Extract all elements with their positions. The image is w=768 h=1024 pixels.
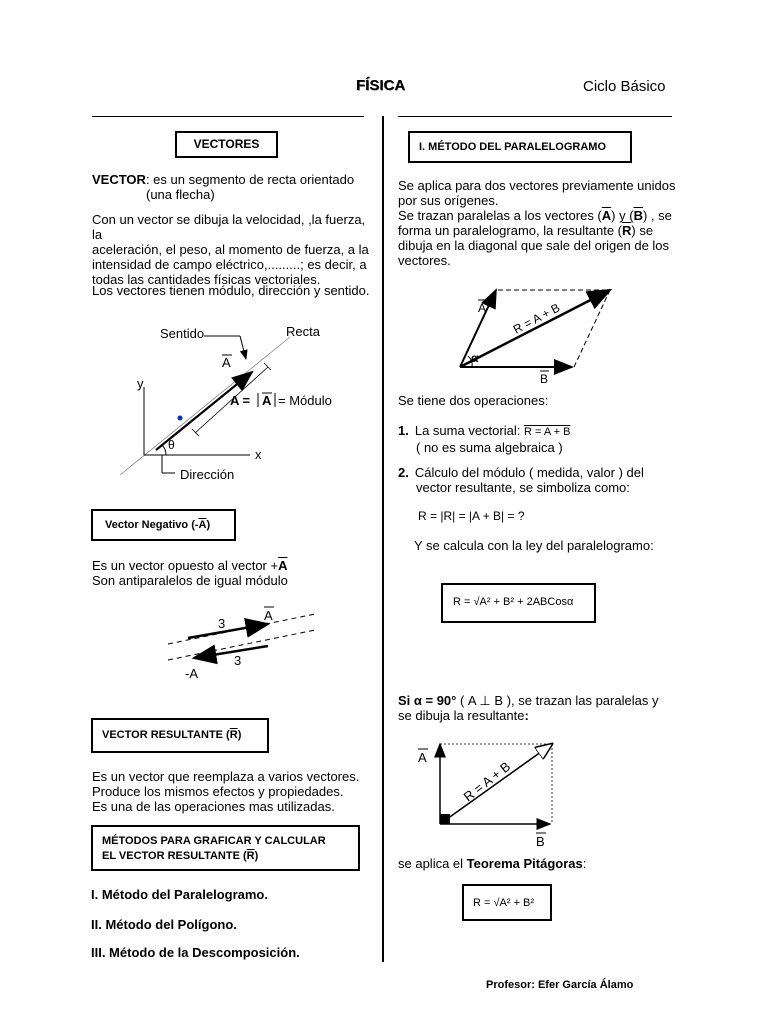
vectores-box (175, 131, 278, 158)
parallelogram-diagram (450, 282, 630, 387)
method-item: I. Método del Paralelogramo. (91, 887, 268, 902)
magnitude-bottom: 3 (234, 653, 242, 668)
si-alpha-text: Si α = 90° ( A ⊥ B ), se trazan las paralelas y se dibuja la resultante: (398, 693, 659, 723)
diagonal-label: R = A + B (460, 758, 514, 805)
column-divider (382, 116, 384, 962)
vector-def-text: : es un segmento de recta orientado (145, 172, 355, 187)
para1-line: aceleración, el peso, al momento de fuerza, a la (92, 242, 369, 257)
resultante-text: Es un vector que reemplaza a varios vectores. Produce los mismos efectos y propiedades. Es una de las operaciones mas utilizadas. (92, 769, 360, 814)
negativo-text: Es un vector opuesto al vector $+\overline{A}$ Son antiparalelos de igual módulo (92, 558, 288, 588)
module-a-text: A = (230, 393, 251, 408)
vectores-label: VECTORES (193, 137, 260, 151)
vector-definition (92, 172, 372, 202)
para1-line: intensidad de campo eléctrico,.........; es decir, a (92, 257, 367, 272)
alpha-label: α (471, 351, 479, 365)
direccion-label: Dirección (180, 467, 235, 482)
r-formula: R = |R| = |A + B| = ? (418, 509, 525, 523)
antiparallel-diagram (160, 600, 330, 685)
ley-text: Y se calcula con la ley del paralelogramo: (414, 538, 654, 553)
footer-author: Profesor: Efer García Álamo (486, 979, 634, 991)
paralelogramo-label: I. MÉTODO DEL PARALELOGRAMO (419, 141, 607, 153)
right-angle-diagram (410, 738, 570, 850)
y-label: y (137, 376, 144, 391)
vector-resultante-box (91, 718, 269, 753)
a-top-label: A (264, 608, 273, 623)
cycle-label: Ciclo Básico (583, 78, 666, 95)
para1-line: todas las cantidades físicas vectoriales. (92, 272, 321, 287)
op1: 1. La suma vectorial: R = A + B ( no es suma algebraica ) (398, 423, 571, 455)
left-rule (92, 116, 364, 117)
resultant-arrow (440, 744, 552, 824)
a-label: A (478, 301, 487, 315)
right-rule (398, 116, 672, 117)
x-label: x (255, 447, 262, 462)
paralelogramo-box (408, 131, 632, 163)
method-item: II. Método del Polígono. (91, 917, 237, 932)
law-formula-box (441, 583, 596, 623)
right-angle-mark (440, 814, 450, 824)
paralelogramo-intro: Se aplica para dos vectores previamente unidos por sus orígenes. Se trazan paralelas a los vectores $(\overline{A})$ y $(\overline{B})$ , se forma un paralelogramo, la resultante $(\overline{R})$ se dibuja en la diagonal que sale del origen de los vectores. (398, 178, 676, 268)
law-formula: R = √A² + B² + 2ABCosα (453, 596, 574, 608)
module-word: = Módulo (278, 393, 332, 408)
theta-label: θ (168, 438, 175, 452)
pitagoras-formula: R = √A² + B² (473, 897, 535, 909)
b-label: B (540, 372, 549, 386)
neg-a-label: -A (185, 666, 198, 681)
vector-resultante-label: VECTOR RESULTANTE $(\overline{R})$ (102, 729, 242, 741)
paragraph-quantities (92, 212, 372, 287)
vector-diagram (100, 315, 370, 495)
method-item: III. Método de la Descomposición. (91, 945, 300, 960)
vector-negativo-label: Vector Negativo $(-\overline{A})$ (105, 519, 211, 531)
vector-def-line2: (una flecha) (146, 187, 215, 202)
magnitude-top: 3 (218, 616, 226, 631)
module-bar-a: A (262, 393, 272, 408)
metodos-label: MÉTODOS PARA GRAFICAR Y CALCULAR EL VECTOR RESULTANTE $(\overline{R})$ (102, 835, 326, 862)
operaciones-text: Se tiene dos operaciones: (398, 393, 549, 408)
pitagoras-box (462, 884, 552, 921)
page-title: FÍSICA (356, 77, 406, 94)
positive-vector-arrow (188, 624, 268, 638)
op2: 2. Cálculo del módulo ( medida, valor ) del vector resultante, se simboliza como: (398, 465, 644, 495)
pitagoras-text: se aplica el Teorema Pitágoras: (398, 856, 587, 871)
recta-label: Recta (286, 324, 320, 339)
para1-line: Con un vector se dibuja la velocidad, ,la fuerza, la (92, 212, 366, 242)
diagonal-label: R = A + B (510, 300, 563, 337)
vector-negativo-box (91, 509, 236, 541)
a-label: A (418, 750, 427, 765)
b-label: B (536, 834, 545, 849)
point-dot (178, 416, 183, 421)
vector-term: VECTOR (92, 172, 146, 187)
vector-a-label: A (222, 355, 231, 370)
sentido-label: Sentido (160, 326, 205, 341)
paragraph-properties: Los vectores tienen módulo, dirección y sentido. (92, 283, 370, 298)
angle-arc (162, 445, 166, 455)
metodos-box (91, 825, 360, 871)
